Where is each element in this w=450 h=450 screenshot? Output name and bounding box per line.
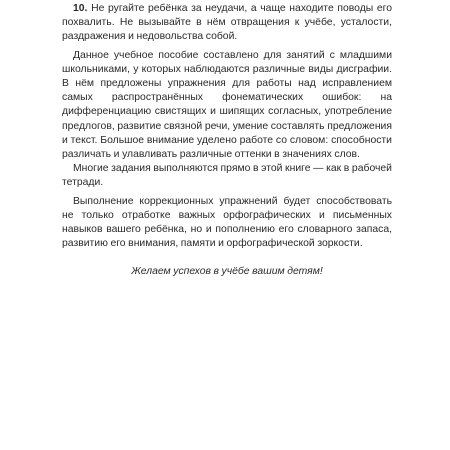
closing-wish: Желаем успехов в учёбе вашим детям!	[131, 266, 323, 278]
paragraph-manual-purpose: Данное учебное пособие составлено для занятий с младшими школьниками, у которых наблюдаются различные виды дисграфии. В нём предложены упражнения для работы над исправлением самых распространённых фонематических ошибок: на дифференциацию свистящих и шипящих согласных, употребление предлогов, развитие связной речи, умение составлять предложения и текст. Большое внимание уделено работе со словом: способности различать и улавливать различные оттенки в значениях слов.	[62, 49, 392, 161]
paragraph-item-10	[62, 2, 392, 45]
document-page	[62, 2, 392, 280]
item-number: 10.	[73, 3, 88, 14]
paragraph-workbook-tasks: Многие задания выполняются прямо в этой книге — как в рабочей тетради.	[62, 163, 392, 189]
paragraph-text: Не ругайте ребёнка за неудачи, а чаще находите поводы его похвалить. Не вызывайте в нём отвращения к учёбе, усталости, раздражения и недовольства собой.	[62, 3, 392, 43]
paragraph-exercise-benefits: Выполнение коррекционных упражнений будет способствовать не только отработке важных орфографических и письменных навыков вашего ребёнка, но и пополнению его словарного запаса, развитию его внимания, памяти и орфографической зоркости.	[62, 195, 392, 250]
